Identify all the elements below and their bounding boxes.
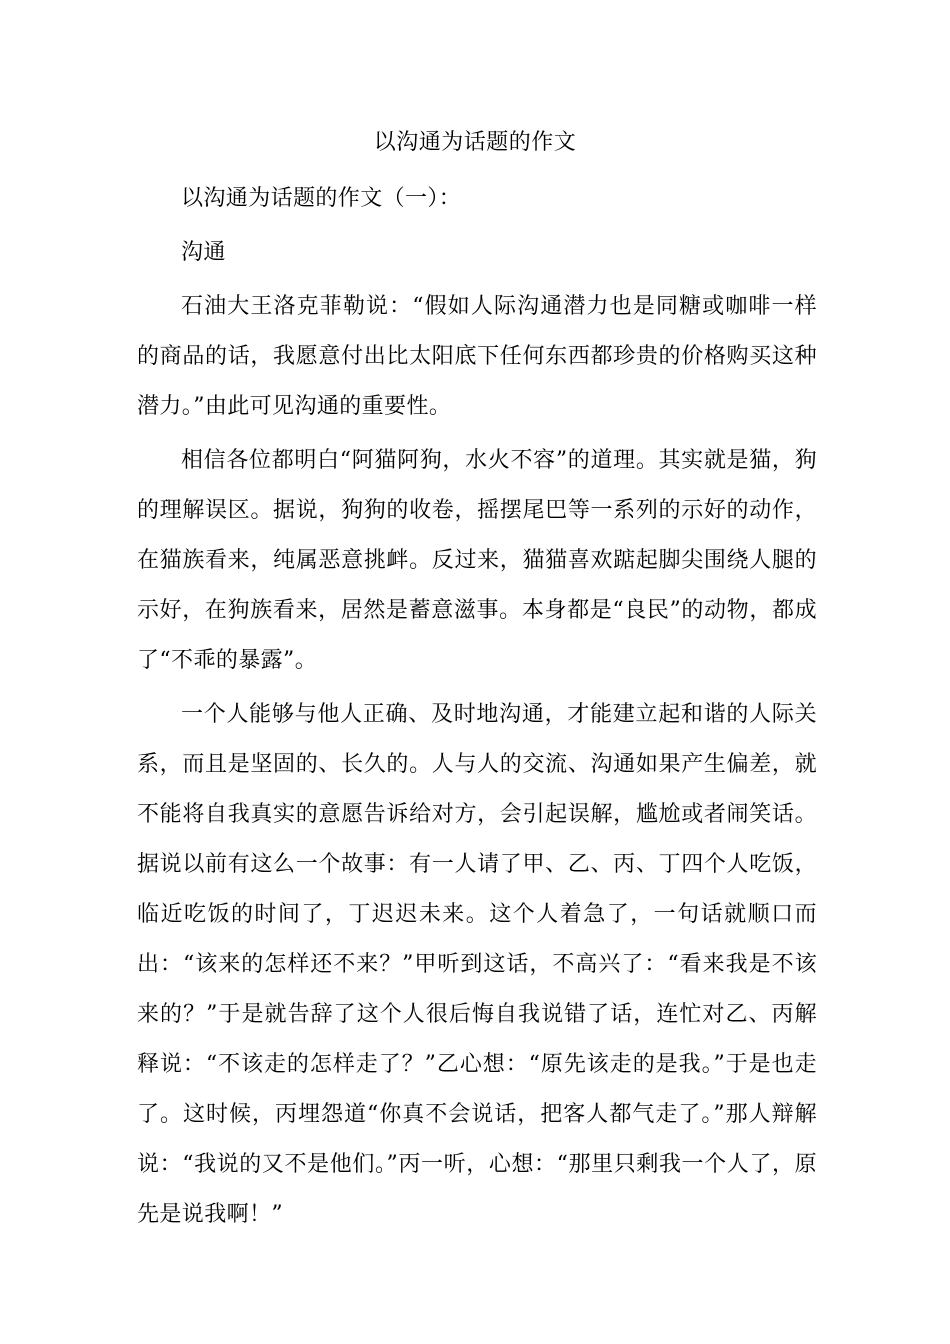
body-paragraph: 相信各位都明白“阿猫阿狗，水火不容”的道理。其实就是猫，狗的理解误区。据说，狗狗的收卷，摇摆尾巴等一系列的示好的动作，在猫族看来，纯属恶意挑衅。反过来，猫猫喜欢踮起脚尖围绕人腿的示好，在狗族看来，居然是蓄意滋事。本身都是“良民”的动物，都成了“不乖的暴露”。 xyxy=(137,448,817,673)
body-paragraph: 一个人能够与他人正确、及时地沟通，才能建立起和谐的人际关系，而且是坚固的、长久的。人与人的交流、沟通如果产生偏差，就不能将自我真实的意愿告诉给对方，会引起误解，尴尬或者闹笑话。据说以前有这么一个故事：有一人请了甲、乙、丙、丁四个人吃饭，临近吃饭的时间了，丁迟迟未来。这个人着急了，一句话就顺口而出：“该来的怎样还不来？”甲听到这话，不高兴了：“看来我是不该来的？”于是就告辞了这个人很后悔自我说错了话，连忙对乙、丙解释说：“不该走的怎样走了？”乙心想：“原先该走的是我。”于是也走了。这时候，丙埋怨道“你真不会说话，把客人都气走了。”那人辩解说：“我说的又不是他们。”丙一听，心想：“那里只剩我一个人了，原先是说我啊！” xyxy=(137,702,817,1227)
document-title: 以沟通为话题的作文 xyxy=(373,130,577,155)
subtitle-paragraph: 以沟通为话题的作文（一）： xyxy=(181,186,462,211)
document-body xyxy=(137,174,817,1240)
body-paragraph: 石油大王洛克菲勒说：“假如人际沟通潜力也是同糖或咖啡一样的商品的话，我愿意付出比太阳底下任何东西都珍贵的价格购买这种潜力。”由此可见沟通的重要性。 xyxy=(137,294,817,419)
section-heading: 沟通 xyxy=(181,240,226,265)
